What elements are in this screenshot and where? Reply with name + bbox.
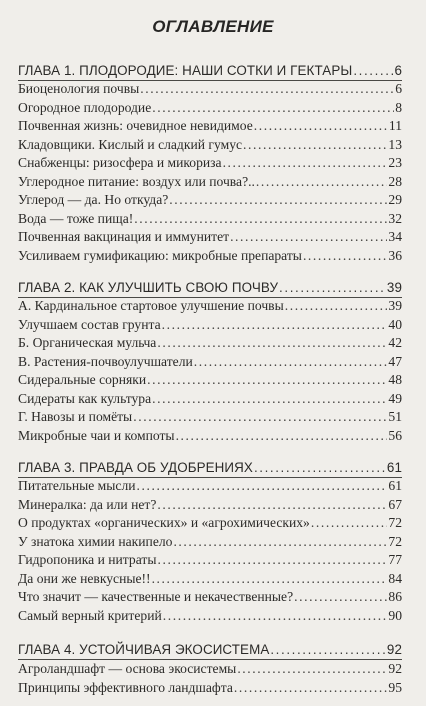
page-number: 42 [388,335,402,350]
entry-title: Почвенная вакцинация и иммунитет [18,229,230,244]
page-number: 51 [388,409,402,424]
dot-leader [169,191,387,209]
chapter-heading[interactable] [18,641,402,659]
page-number: 23 [388,155,402,170]
page-number: 86 [388,589,402,604]
page-number: 32 [388,210,402,226]
page-number: 67 [388,496,402,512]
page-number: 36 [388,247,402,263]
page-number: 11 [388,118,402,133]
entry-title: Биоценология почвы [18,81,140,96]
entry-title: Б. Органическая мульча [18,335,157,350]
entry-title: Питательные мысли [18,478,136,493]
entry-title: Углеродное питание: воздух или почва?.. [18,173,255,189]
dot-leader [230,228,387,246]
entry-title: А. Кардинальное стартовое улучшение почвы [18,298,284,313]
toc-entry[interactable] [18,533,402,551]
entry-title: Сидеральные сорняки [18,372,147,387]
chapter-heading[interactable] [18,279,402,297]
toc-entry[interactable] [18,334,402,352]
page-number: 13 [388,136,402,152]
page-number: 29 [388,192,402,207]
entry-title: Сидераты как культура [18,390,152,406]
toc-entry[interactable] [18,210,402,228]
entry-title: Микробные чаи и компоты [18,427,175,443]
page-number: 90 [388,607,402,623]
chapter-heading[interactable] [18,62,402,80]
dot-leader [140,80,394,98]
dot-leader [303,247,387,265]
toc-entry[interactable] [18,679,402,697]
entry-title: Принципы эффективного ландшафта [18,680,233,695]
toc-entry[interactable] [18,588,402,606]
page-number: 48 [388,372,402,387]
toc-entry[interactable] [18,99,402,117]
toc-entry[interactable] [18,247,402,265]
toc-entry[interactable] [18,607,402,625]
toc-entry[interactable] [18,297,402,315]
toc-entry[interactable] [18,316,402,334]
dot-leader [256,173,387,191]
toc-entry[interactable] [18,660,402,678]
toc-entry[interactable] [18,173,402,191]
dot-leader [194,353,388,371]
toc-entry[interactable] [18,117,402,135]
toc-entry[interactable] [18,136,402,154]
page-number: 47 [388,353,402,369]
dot-leader [157,551,387,569]
toc-entry[interactable] [18,514,402,532]
page-number: 34 [388,229,402,244]
dot-leader [173,533,387,551]
chapter-heading-title: ГЛАВА 1. ПЛОДОРОДИЕ: НАШИ СОТКИ И ГЕКТАРЫ [18,63,353,78]
entry-title: В. Растения-почвоулучшатели [18,353,193,369]
entry-title: Снабженцы: ризосфера и микориза [18,155,222,170]
dot-leader [157,496,387,514]
toc-entry[interactable] [18,353,402,371]
dot-leader [133,408,387,426]
chapter-heading-title: ГЛАВА 4. УСТОЙЧИВАЯ ЭКОСИСТЕМА [18,642,270,657]
dot-leader [254,459,386,477]
entry-title: Г. Навозы и помёты [18,409,133,424]
dot-leader [152,390,387,408]
entry-title: Что значит — качественные и некачественные? [18,589,294,604]
page-number: 92 [388,661,402,676]
page-number: 56 [388,427,402,443]
page-title: ОГЛАВЛЕНИЕ [152,17,274,36]
page-number: 49 [388,390,402,406]
toc-entry[interactable] [18,477,402,495]
dot-leader [162,316,388,334]
page-number: 61 [386,460,402,475]
dot-leader [311,514,388,532]
toc-entry[interactable] [18,228,402,246]
chapter-heading-title: ГЛАВА 3. ПРАВДА ОБ УДОБРЕНИЯХ [18,460,253,475]
chapter-heading-title: ГЛАВА 2. КАК УЛУЧШИТЬ СВОЮ ПОЧВУ [18,280,279,295]
dot-leader [270,641,386,659]
dot-leader [285,297,388,315]
page-number: 39 [386,280,402,295]
toc-entry[interactable] [18,570,402,588]
dot-leader [223,154,388,172]
entry-title: Самый верный критерий [18,607,162,623]
page-number: 92 [386,642,402,657]
page-number: 40 [388,316,402,332]
toc-entry[interactable] [18,496,402,514]
page-number: 72 [388,515,402,530]
entry-title: Огородное плодородие [18,99,152,115]
page-number: 77 [388,552,402,567]
dot-leader [134,210,387,228]
page-number: 6 [395,81,402,96]
entry-title: Гидропоника и нитраты [18,552,157,567]
entry-title: Минералка: да или нет? [18,496,157,512]
dot-leader [157,334,387,352]
entry-title: У знатока химии накипело [18,533,173,549]
page-number: 8 [395,99,402,115]
toc-entry[interactable] [18,427,402,445]
toc-entry[interactable] [18,154,402,172]
page-number: 95 [388,680,402,695]
entry-title: Почвенная жизнь: очевидное невидимое [18,118,253,133]
dot-leader [237,660,387,678]
entry-title: Да они же невкусные!! [18,570,151,586]
dot-leader [353,62,393,80]
dot-leader [254,117,388,135]
dot-leader [294,588,387,606]
dot-leader [147,371,387,389]
dot-leader [243,136,387,154]
entry-title: Вода — тоже пища! [18,210,134,226]
dot-leader [152,570,388,588]
toc-entry[interactable] [18,390,402,408]
toc-entry[interactable] [18,371,402,389]
dot-leader [152,99,394,117]
toc-entry[interactable] [18,191,402,209]
dot-leader [279,279,386,297]
entry-title: О продуктах «органических» и «агрохимических» [18,515,310,530]
toc-entry[interactable] [18,408,402,426]
entry-title: Агроландшафт — основа экосистемы [18,661,237,676]
page-number: 28 [388,173,402,189]
entry-title: Улучшаем состав грунта [18,316,161,332]
page-number: 39 [388,298,402,313]
page-number: 72 [388,533,402,549]
entry-title: Углерод — да. Но откуда? [18,192,169,207]
entry-title: Кладовщики. Кислый и сладкий гумус [18,136,243,152]
dot-leader [163,607,388,625]
dot-leader [176,427,388,445]
dot-leader [137,477,388,495]
dot-leader [234,679,388,697]
page-number: 84 [388,570,402,586]
page-number: 61 [388,478,402,493]
page-number: 6 [394,63,402,78]
toc-entry[interactable] [18,80,402,98]
entry-title: Усиливаем гумификацию: микробные препараты [18,247,302,263]
toc-entry[interactable] [18,551,402,569]
chapter-heading[interactable] [18,459,402,477]
